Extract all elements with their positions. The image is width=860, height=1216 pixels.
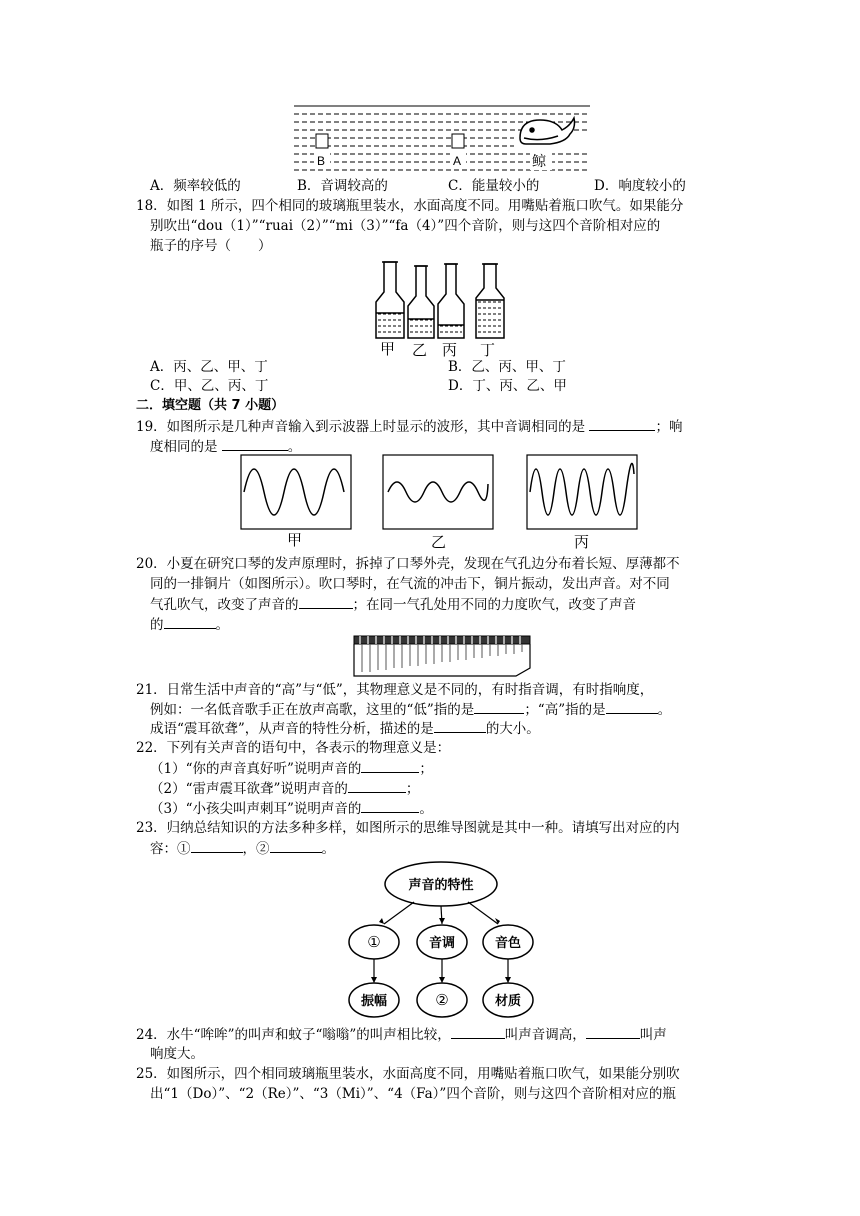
q24-line2: 响度大。 bbox=[150, 1046, 204, 1062]
q22-item-2-end: ； bbox=[405, 781, 420, 797]
q24-text-1a: 24．水牛“哞哞”的叫声和蚊子“嗡嗡”的叫声相比较， bbox=[136, 1027, 451, 1043]
section-heading: 二．填空题（共 7 小题） bbox=[136, 398, 285, 413]
map-leaf-amplitude: 振幅 bbox=[360, 994, 388, 1009]
q22-item-3-text: （3）“小孩尖叫声刺耳”说明声音的 bbox=[150, 801, 362, 817]
bottle-label-bing: 丙 bbox=[442, 341, 458, 358]
waveform-bing bbox=[526, 454, 638, 530]
bottle-label-jia: 甲 bbox=[380, 340, 396, 358]
q18-line1: 18．如图 1 所示，四个相同的玻璃瓶里装水，水面高度不同。用嘴贴着瓶口吹气。如果能分 bbox=[136, 198, 684, 214]
q23-text-2a: 容：① bbox=[150, 841, 191, 857]
q19-text-2a: 度相同的是 bbox=[150, 439, 218, 455]
q21-text-2a: 例如：一名低音歌手正在放声高歌，这里的“低”指的是 bbox=[150, 702, 475, 718]
q22-blank-1[interactable] bbox=[361, 758, 419, 773]
bottle-label-ding: 丁 bbox=[480, 341, 496, 358]
q20-line1: 20．小夏在研究口琴的发声原理时，拆掉了口琴外壳，发现在气孔边分布着长短、厚薄都不 bbox=[136, 556, 680, 572]
q21-text-3b: 的大小。 bbox=[485, 721, 540, 737]
q20-blank-pitch[interactable] bbox=[299, 594, 353, 609]
q18-option-b: B．乙、丙、甲、丁 bbox=[448, 359, 566, 375]
map-node-1: ① bbox=[367, 933, 381, 951]
q19-line1 bbox=[136, 416, 682, 437]
q22-item-3-end: 。 bbox=[419, 801, 433, 817]
q24-text-1b: 叫声音调高， bbox=[504, 1027, 586, 1043]
map-leaf-material: 材质 bbox=[494, 994, 522, 1009]
q20-text-4b: 。 bbox=[215, 617, 229, 633]
q25-line2: 出“1（Do）”、“2（Re）”、“3（Mi）”、“4（Fa）”四个音阶，则与这四个音阶相对应的瓶 bbox=[150, 1086, 676, 1102]
waveform-jia bbox=[240, 454, 352, 530]
q23-line2 bbox=[150, 838, 335, 859]
label-a: A bbox=[453, 154, 462, 168]
q22-item-1-text: （1）“你的声音真好听”说明声音的 bbox=[150, 761, 362, 777]
q22-item-2 bbox=[150, 778, 419, 799]
q18-line2: 别吹出“dou（1）”“ruai（2）”“mi（3）”“fa（4）”四个音阶，则与这四个音阶相对应的 bbox=[150, 218, 661, 234]
q22-item-1 bbox=[150, 758, 433, 779]
q23-line1: 23．归纳总结知识的方法多种多样，如图所示的思维导图就是其中一种。请填写出对应的内 bbox=[136, 820, 680, 836]
q18-option-c: C．甲、乙、丙、丁 bbox=[150, 378, 269, 394]
q25-line1: 25．如图所示，四个相同玻璃瓶里装水，水面高度不同，用嘴贴着瓶口吹气，如果能分别吹 bbox=[136, 1066, 680, 1082]
q17-option-b: B．音调较高的 bbox=[297, 178, 388, 194]
wave-label-yi: 乙 bbox=[431, 533, 447, 551]
q22-item-1-end: ； bbox=[419, 761, 433, 777]
q21-text-2b: ；“高”指的是 bbox=[524, 702, 606, 718]
q18-option-d: D．丁、丙、乙、甲 bbox=[448, 378, 567, 394]
q20-line4 bbox=[150, 614, 229, 635]
q21-line3 bbox=[150, 718, 540, 739]
q21-line2 bbox=[150, 699, 671, 720]
q21-text-3a: 成语“震耳欲聋”，从声音的特性分析，描述的是 bbox=[150, 721, 434, 737]
harmonica-reeds-figure bbox=[352, 632, 532, 678]
q20-text-4a: 的 bbox=[150, 617, 164, 633]
map-node-pitch: 音调 bbox=[428, 936, 456, 951]
q17-option-d: D．响度较小的 bbox=[594, 178, 686, 194]
q21-blank-idiom[interactable] bbox=[434, 718, 486, 733]
q21-line1: 21．日常生活中声音的“高”与“低”，其物理意义是不同的，有时指音调，有时指响度， bbox=[136, 682, 654, 698]
q24-line1 bbox=[136, 1024, 667, 1045]
q20-text-3b: ；在同一气孔处用不同的力度吹气，改变了声音 bbox=[352, 597, 636, 613]
q18-option-a: A．丙、乙、甲、丁 bbox=[150, 359, 268, 375]
q22-blank-2[interactable] bbox=[348, 778, 406, 793]
q20-line3 bbox=[150, 594, 636, 615]
q20-blank-loudness[interactable] bbox=[164, 614, 216, 629]
mind-map-figure bbox=[346, 860, 536, 1020]
q17-option-c: C．能量较小的 bbox=[448, 178, 540, 194]
bottles-figure bbox=[372, 258, 508, 358]
waveform-yi bbox=[382, 454, 494, 530]
q19-text-2b: 。 bbox=[287, 439, 302, 455]
label-b: B bbox=[317, 154, 326, 168]
q17-option-a: A．频率较低的 bbox=[150, 178, 241, 194]
q19-blank-loudness[interactable] bbox=[222, 436, 288, 451]
q21-blank-low[interactable] bbox=[474, 699, 524, 714]
q24-blank-pitch[interactable] bbox=[451, 1024, 505, 1039]
wave-label-jia: 甲 bbox=[287, 531, 303, 549]
q24-blank-loudness[interactable] bbox=[586, 1024, 640, 1039]
q20-line2: 同的一排铜片（如图所示）。吹口琴时，在气流的冲击下，铜片振动，发出声音。对不同 bbox=[150, 576, 670, 592]
q23-blank-1[interactable] bbox=[191, 838, 243, 853]
q23-text-2b: ，② bbox=[242, 841, 270, 857]
q21-blank-high[interactable] bbox=[606, 699, 658, 714]
q20-text-3a: 气孔吹气，改变了声音的 bbox=[150, 597, 299, 613]
q18-line3: 瓶子的序号（ ） bbox=[150, 238, 272, 254]
map-node-timbre: 音色 bbox=[494, 936, 522, 951]
q22-item-3 bbox=[150, 798, 433, 819]
map-root: 声音的特性 bbox=[408, 878, 474, 893]
q22-item-2-text: （2）“雷声震耳欲聋”说明声音的 bbox=[150, 781, 348, 797]
wave-label-bing: 丙 bbox=[574, 533, 590, 551]
q23-text-2c: 。 bbox=[321, 841, 335, 857]
bottle-label-yi: 乙 bbox=[412, 341, 428, 358]
map-leaf-2: ② bbox=[435, 991, 449, 1009]
q19-text-1b: ；响 bbox=[655, 419, 683, 435]
q22-line1: 22．下列有关声音的语句中，各表示的物理意义是： bbox=[136, 740, 451, 756]
q19-text-1a: 19．如图所示是几种声音输入到示波器上时显示的波形，其中音调相同的是 bbox=[136, 419, 586, 435]
q21-text-2c: 。 bbox=[657, 702, 672, 718]
q19-blank-pitch[interactable] bbox=[589, 416, 655, 431]
label-whale: 鲸 bbox=[532, 154, 546, 170]
ocean-figure bbox=[294, 102, 590, 178]
q22-blank-3[interactable] bbox=[361, 798, 419, 813]
q24-text-1c: 叫声 bbox=[639, 1027, 667, 1043]
q23-blank-2[interactable] bbox=[270, 838, 322, 853]
